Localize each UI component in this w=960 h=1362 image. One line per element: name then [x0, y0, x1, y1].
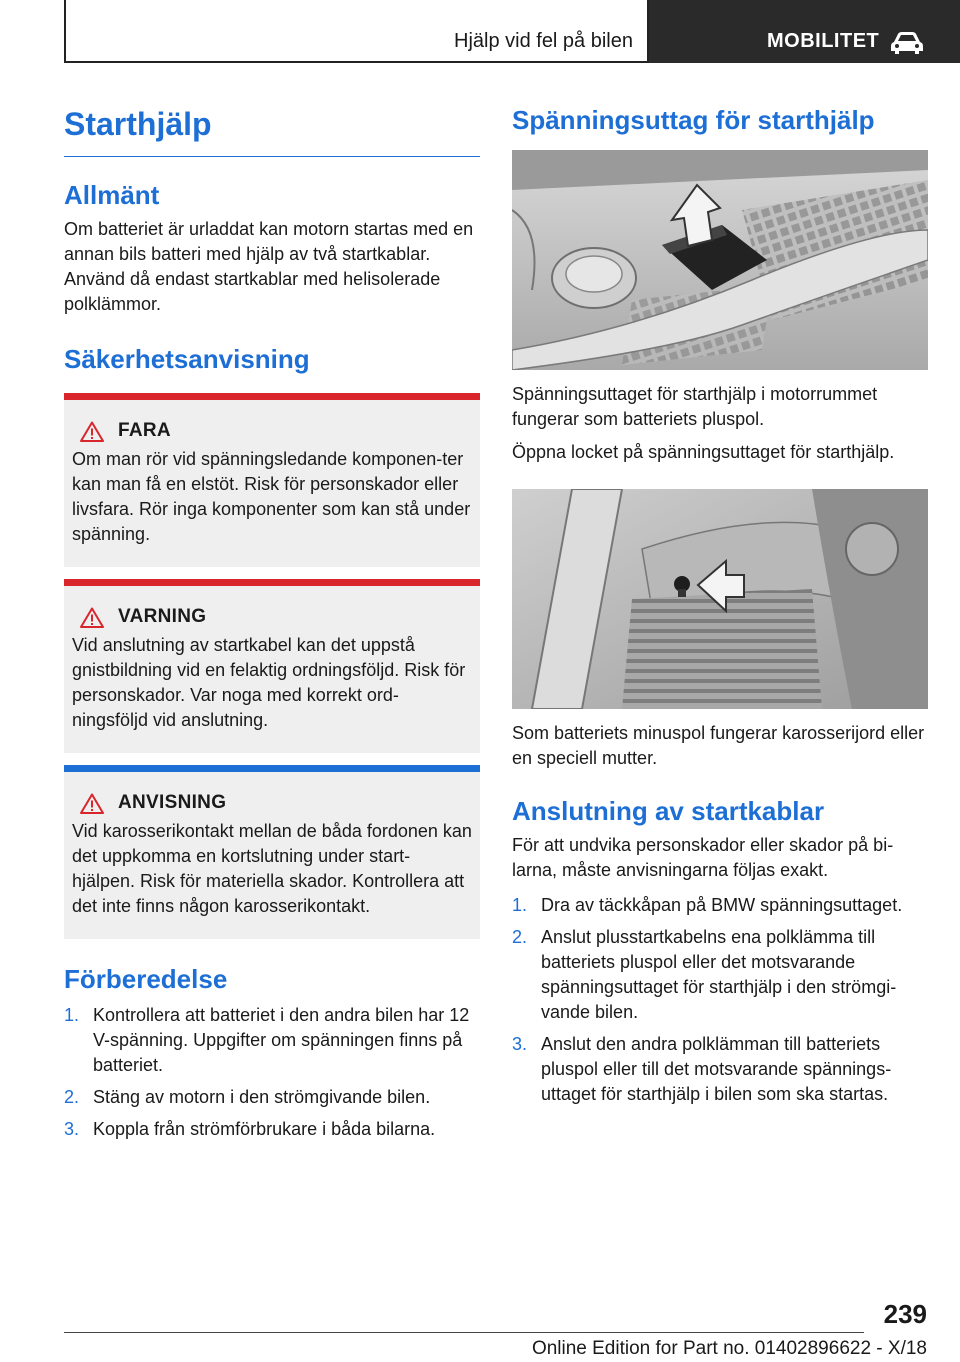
notice-danger-text: Om man rör vid spänningsledande komponen-ter kan man få en elstöt. Risk för personskador eller livsfara. Rör inga komponenter som kan stå under spänning.: [72, 449, 471, 544]
step-text: Dra av täckkåpan på BMW spänningsuttaget.: [541, 895, 903, 915]
page-title: Starthjälp: [64, 106, 212, 142]
caption-open-cap: Öppna locket på spänningsuttaget för starthjälp.: [512, 442, 895, 462]
prep-heading: Förberedelse: [64, 964, 228, 994]
step-text: Anslut plusstartkabelns ena polklämma till batteriets pluspol eller det motsvarande spänningsuttaget för starthjälp i den strömgi-vande bilen.: [541, 927, 897, 1022]
car-icon: [889, 28, 925, 56]
notice-danger-label: FARA: [118, 420, 171, 441]
ground-nut-illustration: [512, 489, 928, 709]
header-section-box: [64, 0, 649, 63]
engine-bay-plus-terminal-image: [512, 150, 928, 370]
header-chapter-tab: [649, 0, 960, 63]
step-number: 3.: [64, 1119, 80, 1139]
notice-note-text: Vid karosserikontakt mellan de båda fordonen kan det uppkomma en kortslutning under start-hjälpen. Risk för materiella skador. Kontrollera att det inte finns någon karosserikontakt.: [72, 821, 472, 916]
safety-heading: Säkerhetsanvisning: [64, 344, 310, 374]
notice-danger: [64, 393, 480, 567]
notice-note: [64, 765, 480, 939]
list-item: [512, 893, 928, 918]
step-text: Stäng av motorn i den strömgivande bilen.: [93, 1087, 431, 1107]
warning-triangle-icon: [80, 793, 104, 814]
step-number: 1.: [512, 895, 528, 915]
caption-plus-terminal: Spänningsuttaget för starthjälp i motorrummet fungerar som batteriets pluspol.: [512, 384, 878, 429]
right-column: [512, 100, 928, 1114]
notice-note-label: ANVISNING: [118, 792, 227, 813]
caption-ground: Som batteriets minuspol fungerar karosserijord eller en speciell mutter.: [512, 723, 925, 768]
left-column: [64, 100, 480, 1149]
list-item: [64, 1117, 480, 1142]
step-number: 3.: [512, 1034, 528, 1054]
connect-steps: [512, 893, 928, 1107]
list-item: [64, 1085, 480, 1110]
header-section-title: Hjälp vid fel på bilen: [454, 30, 633, 52]
notice-warning-label: VARNING: [118, 606, 207, 627]
header-chapter-title: MOBILITET: [767, 30, 880, 52]
step-number: 2.: [64, 1087, 80, 1107]
notice-note-bar: [64, 765, 480, 772]
notice-warning-bar: [64, 579, 480, 586]
page-number: 239: [883, 1299, 927, 1329]
notice-warning-text: Vid anslutning av startkabel kan det uppstå gnistbildning vid en felaktig ordningsföljd. Risk för personskador. Var noga med korrekt ord-ningsföljd vid anslutning.: [72, 635, 466, 730]
list-item: [512, 925, 928, 1025]
general-heading: Allmänt: [64, 180, 160, 210]
step-text: Kontrollera att batteriet i den andra bilen har 12 V-spänning. Uppgifter om spänningen finns på batteriet.: [93, 1005, 470, 1075]
step-text: Anslut den andra polklämman till batteriets pluspol eller till det motsvarande spännings-uttaget för starthjälp i bilen som ska startas.: [541, 1034, 892, 1104]
step-text: Koppla från strömförbrukare i båda bilarna.: [93, 1119, 436, 1139]
list-item: [64, 1003, 480, 1078]
notice-danger-bar: [64, 393, 480, 400]
warning-triangle-icon: [80, 607, 104, 628]
engine-bay-ground-nut-image: [512, 489, 928, 709]
step-number: 1.: [64, 1005, 80, 1025]
step-number: 2.: [512, 927, 528, 947]
jump-terminal-heading: Spänningsuttag för starthjälp: [512, 105, 875, 135]
footer-divider: [64, 1332, 864, 1333]
connect-intro: För att undvika personskador eller skador på bi-larna, måste anvisningarna följas exakt.: [512, 835, 894, 880]
engine-bay-illustration: [512, 150, 928, 370]
general-text: Om batteriet är urladdat kan motorn startas med en annan bils batteri med hjälp av två startkablar. Använd då endast startkablar med helisolerade polklämmor.: [64, 219, 474, 314]
title-divider: [64, 156, 480, 157]
notice-warning: [64, 579, 480, 753]
warning-triangle-icon: [80, 421, 104, 442]
connect-heading: Anslutning av startkablar: [512, 796, 825, 826]
list-item: [512, 1032, 928, 1107]
prep-steps: [64, 1003, 480, 1142]
footer-edition: Online Edition for Part no. 01402896622 - X/18: [531, 1338, 927, 1359]
